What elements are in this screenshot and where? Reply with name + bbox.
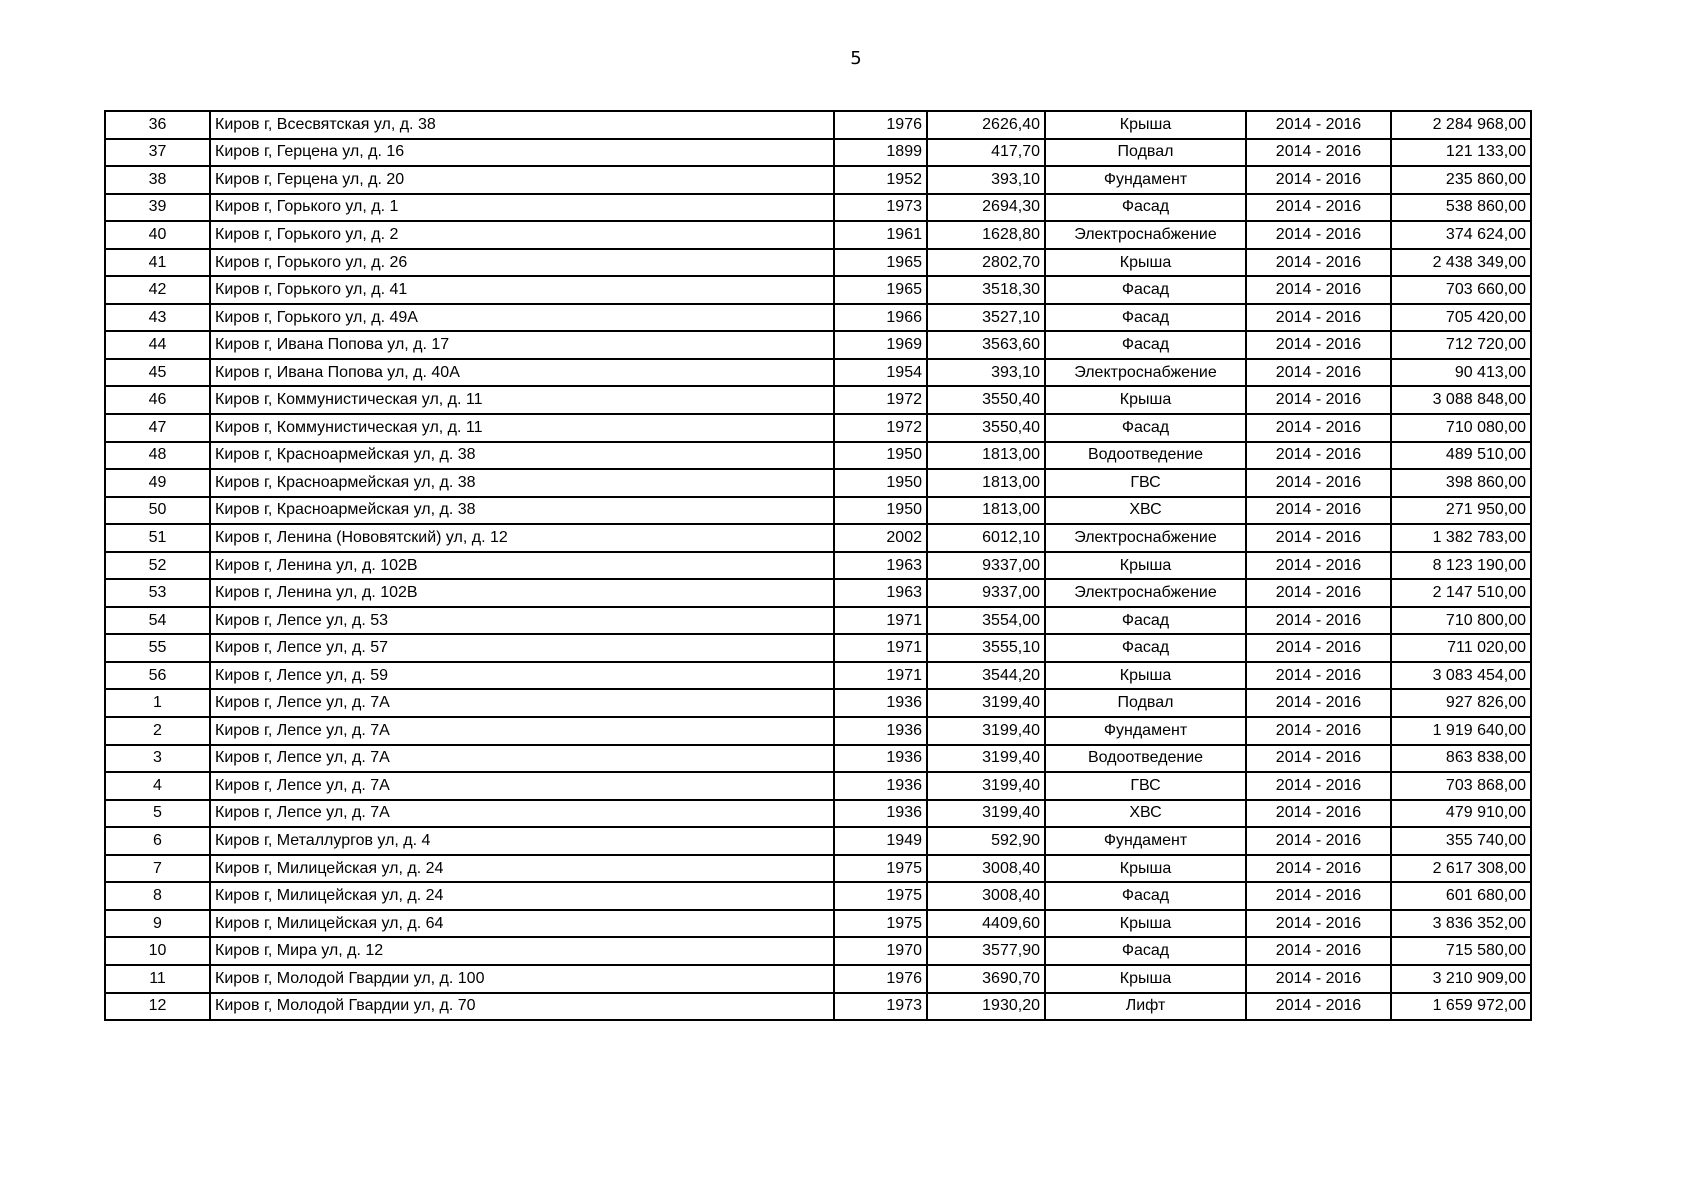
table-row <box>105 304 1531 332</box>
cost-cell: 3 083 454,00 <box>1391 662 1531 690</box>
table-row <box>105 331 1531 359</box>
address-cell: Киров г, Ленина ул, д. 102В <box>210 552 834 580</box>
build-year-cell: 1936 <box>834 689 927 717</box>
cost-cell: 398 860,00 <box>1391 469 1531 497</box>
build-year-cell: 1936 <box>834 717 927 745</box>
build-year-cell: 1971 <box>834 634 927 662</box>
cost-cell: 710 080,00 <box>1391 414 1531 442</box>
build-year-cell: 1954 <box>834 359 927 387</box>
work-type-cell: Крыша <box>1045 855 1246 883</box>
table-row <box>105 662 1531 690</box>
address-cell: Киров г, Герцена ул, д. 16 <box>210 139 834 167</box>
period-cell: 2014 - 2016 <box>1246 497 1391 525</box>
build-year-cell: 1965 <box>834 276 927 304</box>
cost-cell: 271 950,00 <box>1391 497 1531 525</box>
row-number-cell: 46 <box>105 386 210 414</box>
work-type-cell: ГВС <box>1045 469 1246 497</box>
table-row <box>105 717 1531 745</box>
cost-cell: 3 088 848,00 <box>1391 386 1531 414</box>
build-year-cell: 1971 <box>834 662 927 690</box>
build-year-cell: 1899 <box>834 139 927 167</box>
row-number-cell: 38 <box>105 166 210 194</box>
address-cell: Киров г, Лепсе ул, д. 7А <box>210 772 834 800</box>
table-row <box>105 469 1531 497</box>
table-row <box>105 993 1531 1021</box>
address-cell: Киров г, Милицейская ул, д. 24 <box>210 855 834 883</box>
row-number-cell: 8 <box>105 882 210 910</box>
row-number-cell: 42 <box>105 276 210 304</box>
area-cell: 3518,30 <box>927 276 1045 304</box>
work-type-cell: ХВС <box>1045 800 1246 828</box>
repair-register-table <box>104 110 1532 1021</box>
table-row <box>105 276 1531 304</box>
row-number-cell: 11 <box>105 965 210 993</box>
table-row <box>105 689 1531 717</box>
work-type-cell: Электроснабжение <box>1045 579 1246 607</box>
cost-cell: 3 210 909,00 <box>1391 965 1531 993</box>
work-type-cell: Лифт <box>1045 993 1246 1021</box>
row-number-cell: 6 <box>105 827 210 855</box>
area-cell: 4409,60 <box>927 910 1045 938</box>
area-cell: 3008,40 <box>927 855 1045 883</box>
build-year-cell: 1972 <box>834 386 927 414</box>
area-cell: 3563,60 <box>927 331 1045 359</box>
address-cell: Киров г, Лепсе ул, д. 7А <box>210 717 834 745</box>
build-year-cell: 1969 <box>834 331 927 359</box>
work-type-cell: Крыша <box>1045 662 1246 690</box>
table-row <box>105 249 1531 277</box>
cost-cell: 121 133,00 <box>1391 139 1531 167</box>
table-row <box>105 139 1531 167</box>
period-cell: 2014 - 2016 <box>1246 579 1391 607</box>
cost-cell: 1 919 640,00 <box>1391 717 1531 745</box>
area-cell: 2694,30 <box>927 194 1045 222</box>
cost-cell: 2 617 308,00 <box>1391 855 1531 883</box>
cost-cell: 712 720,00 <box>1391 331 1531 359</box>
build-year-cell: 1963 <box>834 579 927 607</box>
address-cell: Киров г, Красноармейская ул, д. 38 <box>210 497 834 525</box>
period-cell: 2014 - 2016 <box>1246 607 1391 635</box>
address-cell: Киров г, Ленина ул, д. 102В <box>210 579 834 607</box>
period-cell: 2014 - 2016 <box>1246 469 1391 497</box>
work-type-cell: Подвал <box>1045 139 1246 167</box>
work-type-cell: Крыша <box>1045 249 1246 277</box>
area-cell: 3199,40 <box>927 689 1045 717</box>
work-type-cell: ГВС <box>1045 772 1246 800</box>
period-cell: 2014 - 2016 <box>1246 194 1391 222</box>
row-number-cell: 1 <box>105 689 210 717</box>
work-type-cell: Фасад <box>1045 331 1246 359</box>
area-cell: 3527,10 <box>927 304 1045 332</box>
build-year-cell: 1963 <box>834 552 927 580</box>
area-cell: 393,10 <box>927 359 1045 387</box>
work-type-cell: Подвал <box>1045 689 1246 717</box>
area-cell: 417,70 <box>927 139 1045 167</box>
address-cell: Киров г, Всесвятская ул, д. 38 <box>210 111 834 139</box>
area-cell: 3008,40 <box>927 882 1045 910</box>
table-row <box>105 524 1531 552</box>
work-type-cell: Фасад <box>1045 607 1246 635</box>
row-number-cell: 43 <box>105 304 210 332</box>
work-type-cell: Фасад <box>1045 882 1246 910</box>
build-year-cell: 1976 <box>834 111 927 139</box>
work-type-cell: Крыша <box>1045 386 1246 414</box>
row-number-cell: 3 <box>105 745 210 773</box>
cost-cell: 2 284 968,00 <box>1391 111 1531 139</box>
address-cell: Киров г, Ленина (Нововятский) ул, д. 12 <box>210 524 834 552</box>
address-cell: Киров г, Горького ул, д. 49А <box>210 304 834 332</box>
cost-cell: 538 860,00 <box>1391 194 1531 222</box>
area-cell: 3550,40 <box>927 414 1045 442</box>
work-type-cell: Фасад <box>1045 194 1246 222</box>
work-type-cell: Крыша <box>1045 111 1246 139</box>
table-row <box>105 414 1531 442</box>
area-cell: 3554,00 <box>927 607 1045 635</box>
cost-cell: 703 868,00 <box>1391 772 1531 800</box>
table-row <box>105 111 1531 139</box>
work-type-cell: Фасад <box>1045 937 1246 965</box>
area-cell: 3555,10 <box>927 634 1045 662</box>
area-cell: 3199,40 <box>927 717 1045 745</box>
row-number-cell: 56 <box>105 662 210 690</box>
row-number-cell: 7 <box>105 855 210 883</box>
page-number: 5 <box>850 48 862 69</box>
area-cell: 3199,40 <box>927 800 1045 828</box>
address-cell: Киров г, Герцена ул, д. 20 <box>210 166 834 194</box>
period-cell: 2014 - 2016 <box>1246 772 1391 800</box>
area-cell: 3690,70 <box>927 965 1045 993</box>
cost-cell: 1 659 972,00 <box>1391 993 1531 1021</box>
row-number-cell: 37 <box>105 139 210 167</box>
period-cell: 2014 - 2016 <box>1246 139 1391 167</box>
build-year-cell: 1970 <box>834 937 927 965</box>
address-cell: Киров г, Ивана Попова ул, д. 17 <box>210 331 834 359</box>
address-cell: Киров г, Милицейская ул, д. 64 <box>210 910 834 938</box>
address-cell: Киров г, Горького ул, д. 1 <box>210 194 834 222</box>
work-type-cell: Крыша <box>1045 965 1246 993</box>
period-cell: 2014 - 2016 <box>1246 800 1391 828</box>
table-row <box>105 882 1531 910</box>
row-number-cell: 54 <box>105 607 210 635</box>
row-number-cell: 50 <box>105 497 210 525</box>
build-year-cell: 1950 <box>834 497 927 525</box>
period-cell: 2014 - 2016 <box>1246 910 1391 938</box>
period-cell: 2014 - 2016 <box>1246 442 1391 470</box>
build-year-cell: 1975 <box>834 882 927 910</box>
address-cell: Киров г, Молодой Гвардии ул, д. 70 <box>210 993 834 1021</box>
address-cell: Киров г, Лепсе ул, д. 59 <box>210 662 834 690</box>
area-cell: 9337,00 <box>927 579 1045 607</box>
address-cell: Киров г, Ивана Попова ул, д. 40А <box>210 359 834 387</box>
row-number-cell: 5 <box>105 800 210 828</box>
period-cell: 2014 - 2016 <box>1246 965 1391 993</box>
build-year-cell: 1971 <box>834 607 927 635</box>
table-row <box>105 359 1531 387</box>
cost-cell: 711 020,00 <box>1391 634 1531 662</box>
area-cell: 393,10 <box>927 166 1045 194</box>
address-cell: Киров г, Горького ул, д. 2 <box>210 221 834 249</box>
period-cell: 2014 - 2016 <box>1246 745 1391 773</box>
cost-cell: 601 680,00 <box>1391 882 1531 910</box>
build-year-cell: 1975 <box>834 855 927 883</box>
build-year-cell: 1972 <box>834 414 927 442</box>
period-cell: 2014 - 2016 <box>1246 359 1391 387</box>
work-type-cell: ХВС <box>1045 497 1246 525</box>
table-row <box>105 634 1531 662</box>
period-cell: 2014 - 2016 <box>1246 689 1391 717</box>
cost-cell: 705 420,00 <box>1391 304 1531 332</box>
area-cell: 2626,40 <box>927 111 1045 139</box>
row-number-cell: 51 <box>105 524 210 552</box>
cost-cell: 235 860,00 <box>1391 166 1531 194</box>
work-type-cell: Фундамент <box>1045 827 1246 855</box>
row-number-cell: 2 <box>105 717 210 745</box>
address-cell: Киров г, Коммунистическая ул, д. 11 <box>210 386 834 414</box>
period-cell: 2014 - 2016 <box>1246 524 1391 552</box>
build-year-cell: 1961 <box>834 221 927 249</box>
build-year-cell: 1966 <box>834 304 927 332</box>
period-cell: 2014 - 2016 <box>1246 882 1391 910</box>
work-type-cell: Электроснабжение <box>1045 221 1246 249</box>
row-number-cell: 39 <box>105 194 210 222</box>
build-year-cell: 1975 <box>834 910 927 938</box>
address-cell: Киров г, Лепсе ул, д. 7А <box>210 689 834 717</box>
address-cell: Киров г, Лепсе ул, д. 7А <box>210 800 834 828</box>
cost-cell: 374 624,00 <box>1391 221 1531 249</box>
address-cell: Киров г, Мира ул, д. 12 <box>210 937 834 965</box>
area-cell: 1813,00 <box>927 469 1045 497</box>
build-year-cell: 1949 <box>834 827 927 855</box>
area-cell: 3199,40 <box>927 745 1045 773</box>
cost-cell: 355 740,00 <box>1391 827 1531 855</box>
row-number-cell: 55 <box>105 634 210 662</box>
period-cell: 2014 - 2016 <box>1246 855 1391 883</box>
address-cell: Киров г, Лепсе ул, д. 7А <box>210 745 834 773</box>
table-row <box>105 855 1531 883</box>
row-number-cell: 9 <box>105 910 210 938</box>
build-year-cell: 1950 <box>834 442 927 470</box>
cost-cell: 90 413,00 <box>1391 359 1531 387</box>
period-cell: 2014 - 2016 <box>1246 304 1391 332</box>
work-type-cell: Фундамент <box>1045 717 1246 745</box>
row-number-cell: 52 <box>105 552 210 580</box>
build-year-cell: 1936 <box>834 800 927 828</box>
work-type-cell: Фундамент <box>1045 166 1246 194</box>
build-year-cell: 1950 <box>834 469 927 497</box>
area-cell: 2802,70 <box>927 249 1045 277</box>
period-cell: 2014 - 2016 <box>1246 717 1391 745</box>
row-number-cell: 40 <box>105 221 210 249</box>
table-row <box>105 386 1531 414</box>
period-cell: 2014 - 2016 <box>1246 552 1391 580</box>
work-type-cell: Электроснабжение <box>1045 359 1246 387</box>
row-number-cell: 36 <box>105 111 210 139</box>
cost-cell: 8 123 190,00 <box>1391 552 1531 580</box>
period-cell: 2014 - 2016 <box>1246 634 1391 662</box>
address-cell: Киров г, Красноармейская ул, д. 38 <box>210 469 834 497</box>
area-cell: 3544,20 <box>927 662 1045 690</box>
cost-cell: 715 580,00 <box>1391 937 1531 965</box>
build-year-cell: 1936 <box>834 745 927 773</box>
table-row <box>105 772 1531 800</box>
area-cell: 3577,90 <box>927 937 1045 965</box>
table-row <box>105 194 1531 222</box>
table-row <box>105 221 1531 249</box>
area-cell: 6012,10 <box>927 524 1045 552</box>
row-number-cell: 47 <box>105 414 210 442</box>
period-cell: 2014 - 2016 <box>1246 276 1391 304</box>
row-number-cell: 12 <box>105 993 210 1021</box>
table-row <box>105 937 1531 965</box>
address-cell: Киров г, Лепсе ул, д. 57 <box>210 634 834 662</box>
area-cell: 592,90 <box>927 827 1045 855</box>
work-type-cell: Крыша <box>1045 910 1246 938</box>
build-year-cell: 1973 <box>834 993 927 1021</box>
cost-cell: 489 510,00 <box>1391 442 1531 470</box>
work-type-cell: Фасад <box>1045 276 1246 304</box>
table-row <box>105 827 1531 855</box>
period-cell: 2014 - 2016 <box>1246 111 1391 139</box>
period-cell: 2014 - 2016 <box>1246 937 1391 965</box>
table-row <box>105 552 1531 580</box>
table-row <box>105 497 1531 525</box>
cost-cell: 2 147 510,00 <box>1391 579 1531 607</box>
work-type-cell: Водоотведение <box>1045 442 1246 470</box>
area-cell: 1628,80 <box>927 221 1045 249</box>
row-number-cell: 48 <box>105 442 210 470</box>
work-type-cell: Электроснабжение <box>1045 524 1246 552</box>
address-cell: Киров г, Молодой Гвардии ул, д. 100 <box>210 965 834 993</box>
period-cell: 2014 - 2016 <box>1246 414 1391 442</box>
build-year-cell: 1952 <box>834 166 927 194</box>
table-row <box>105 965 1531 993</box>
table-row <box>105 745 1531 773</box>
address-cell: Киров г, Милицейская ул, д. 24 <box>210 882 834 910</box>
work-type-cell: Фасад <box>1045 634 1246 662</box>
cost-cell: 1 382 783,00 <box>1391 524 1531 552</box>
table-body <box>105 111 1531 1020</box>
row-number-cell: 10 <box>105 937 210 965</box>
cost-cell: 479 910,00 <box>1391 800 1531 828</box>
row-number-cell: 53 <box>105 579 210 607</box>
build-year-cell: 1936 <box>834 772 927 800</box>
work-type-cell: Крыша <box>1045 552 1246 580</box>
period-cell: 2014 - 2016 <box>1246 331 1391 359</box>
work-type-cell: Водоотведение <box>1045 745 1246 773</box>
address-cell: Киров г, Коммунистическая ул, д. 11 <box>210 414 834 442</box>
period-cell: 2014 - 2016 <box>1246 827 1391 855</box>
cost-cell: 703 660,00 <box>1391 276 1531 304</box>
period-cell: 2014 - 2016 <box>1246 166 1391 194</box>
period-cell: 2014 - 2016 <box>1246 386 1391 414</box>
cost-cell: 2 438 349,00 <box>1391 249 1531 277</box>
period-cell: 2014 - 2016 <box>1246 993 1391 1021</box>
row-number-cell: 49 <box>105 469 210 497</box>
work-type-cell: Фасад <box>1045 414 1246 442</box>
table-row <box>105 166 1531 194</box>
cost-cell: 3 836 352,00 <box>1391 910 1531 938</box>
period-cell: 2014 - 2016 <box>1246 662 1391 690</box>
row-number-cell: 4 <box>105 772 210 800</box>
work-type-cell: Фасад <box>1045 304 1246 332</box>
area-cell: 3550,40 <box>927 386 1045 414</box>
build-year-cell: 1976 <box>834 965 927 993</box>
period-cell: 2014 - 2016 <box>1246 249 1391 277</box>
address-cell: Киров г, Горького ул, д. 41 <box>210 276 834 304</box>
address-cell: Киров г, Красноармейская ул, д. 38 <box>210 442 834 470</box>
area-cell: 1813,00 <box>927 497 1045 525</box>
cost-cell: 927 826,00 <box>1391 689 1531 717</box>
build-year-cell: 2002 <box>834 524 927 552</box>
row-number-cell: 45 <box>105 359 210 387</box>
table-row <box>105 910 1531 938</box>
address-cell: Киров г, Металлургов ул, д. 4 <box>210 827 834 855</box>
address-cell: Киров г, Лепсе ул, д. 53 <box>210 607 834 635</box>
period-cell: 2014 - 2016 <box>1246 221 1391 249</box>
area-cell: 1930,20 <box>927 993 1045 1021</box>
cost-cell: 710 800,00 <box>1391 607 1531 635</box>
row-number-cell: 44 <box>105 331 210 359</box>
address-cell: Киров г, Горького ул, д. 26 <box>210 249 834 277</box>
area-cell: 9337,00 <box>927 552 1045 580</box>
build-year-cell: 1965 <box>834 249 927 277</box>
area-cell: 3199,40 <box>927 772 1045 800</box>
table-row <box>105 800 1531 828</box>
row-number-cell: 41 <box>105 249 210 277</box>
table-row <box>105 442 1531 470</box>
table-row <box>105 579 1531 607</box>
cost-cell: 863 838,00 <box>1391 745 1531 773</box>
area-cell: 1813,00 <box>927 442 1045 470</box>
build-year-cell: 1973 <box>834 194 927 222</box>
table-row <box>105 607 1531 635</box>
